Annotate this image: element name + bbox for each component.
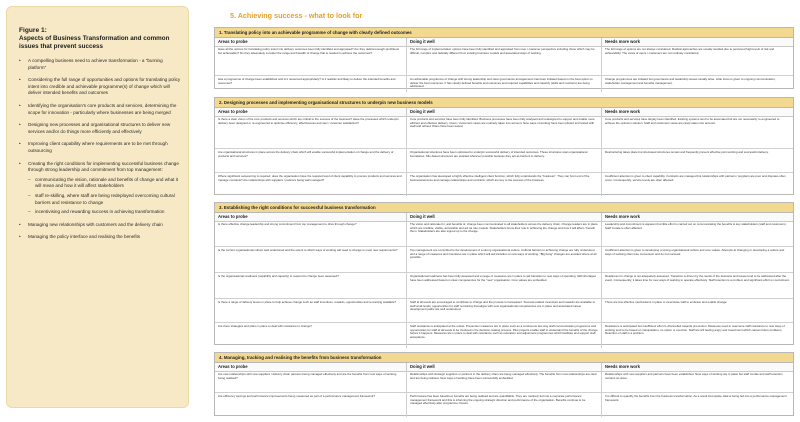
table-cell: Is there effective change leadership and strong commitment from top management to drive through change? bbox=[215, 221, 407, 247]
table-cell: Leadership and commitment is apparent but little effort is carried out on communicating the benefits to key stakeholders (staff and customers). Staff morale is often affected. bbox=[602, 221, 793, 247]
table-cell: Change programmes are initiated but governance and leadership issues usually arise. Little focus is given to ongoing communication, stakeholder management and benefits management. bbox=[605, 77, 776, 85]
table-cell: It is difficult to quantify the benefits from the business transformation. As a result incomplete data is being fed into a performance management framework. bbox=[605, 394, 787, 402]
bullet-text: Identifying the organisation's core products and services, determining the scope for innovation - particularly where businesses are being merged bbox=[28, 102, 177, 115]
section-1 bbox=[214, 27, 794, 89]
page-title: 5. Achieving success - what to look for bbox=[230, 11, 363, 20]
col-header-areas: Areas to probe bbox=[215, 363, 407, 372]
table-cell: The organisation has developed a highly effective intelligent client function, which fully understands the "business". They can front end of the business/services and manage relationships and contracts, which are key to the success of the business. bbox=[407, 173, 602, 196]
section-heading: 1. Translating policy into an achievable programme of change with clearly defined outcomes bbox=[215, 28, 793, 38]
section-heading: 4. Managing, tracking and realising the benefits from business transformation bbox=[215, 353, 793, 363]
col-header-needs-work: Needs more work bbox=[602, 213, 793, 222]
figure-title: Figure 1: bbox=[19, 27, 47, 34]
table-cell: Are efficiency savings and performance improvements being measured as part of a performance management framework? bbox=[215, 393, 407, 417]
sub-bullet-item: – communicating the vision, rationale and benefits of change and what it will mean and how it will affect stakeholders bbox=[28, 177, 182, 190]
bullet-item bbox=[19, 161, 182, 216]
table-cell: The vision and rationale for, and benefits of, change been communicated to all stakeholders across the delivery chain. Change leaders are in place which are credible, visible, accessible and act as role models. Stakeholders know their role in achieving the change and how it will affect / benefit them. Stakeholders are also signed up to the change. bbox=[407, 221, 602, 247]
bullet-item bbox=[19, 222, 182, 229]
bullet-text: Considering the full range of opportunities and options for translating policy intent into credible and achievable programme(s) of change which will deliver intended benefits and outcomes bbox=[28, 77, 181, 96]
table-cell: The full range of implementation options have been fully identified and appraised from user / customer perspective including those which may be difficult, complex and radically different from existing business models and associated ways of working. bbox=[407, 46, 602, 76]
table-cell: An achievable programme of change with strong leadership and clear governance arrangements has been initiated based on the best option to deliver the best outcomes. It has clearly defined benefits and outcomes and required capabilities and capacity (skills and numbers) are being addressed. bbox=[407, 76, 602, 92]
table-cell: Is there a range of delivery levers in place to help achieve change such as staff incentives, rewards, opportunities and re-training available? bbox=[215, 299, 407, 323]
table-cell: Where significant outsourcing is required, does the organisation have the required level of client capability to procure products and services and manage contracts? Are relationships with suppliers / partners being well managed? bbox=[215, 173, 407, 196]
sub-bullet-item: – incentivising and rewarding success in achieving transformation bbox=[28, 209, 182, 216]
table-cell: Have all the options for translating policy intent into delivery outcomes been fully identified and appraised? Are they radical enough (ambitious but achievable)? Do they adequately consider the range and breadth of change that is needed to achieve the outcomes? bbox=[215, 46, 407, 76]
table-cell: Readiness for change is not adequately assessed. Transition is driven by the needs of the business and issues tend to be addressed after the event. Consequently, it takes time for new ways of working to operate effectively. Staff retention is a problem and significant effort on recruitment. bbox=[602, 273, 793, 299]
bullet-text: Improving client capability where requirements are to be met through outsourcing bbox=[28, 141, 168, 153]
bullet-item bbox=[19, 141, 182, 154]
table-cell: Core products and services have been fully identified. Business processes have been fully analysed and redesigned to support and enable more efficient and effective delivery. Users / customers views are routinely taken into account. New ways of working have been piloted and tested with staff and refined. Plans have been tested. bbox=[407, 116, 602, 149]
bullet-item bbox=[19, 58, 182, 71]
section-2 bbox=[214, 97, 794, 195]
table-cell: Is the current organisational culture well understood and the extent to which ways of working will need to change to meet new requirements? bbox=[215, 247, 407, 273]
bullet-item bbox=[19, 103, 182, 116]
figure-panel bbox=[6, 6, 189, 408]
col-header-needs-work: Needs more work bbox=[602, 108, 793, 117]
bullet-text: A compelling business need to achieve transformation - a "burning platform" bbox=[28, 58, 163, 70]
bullet-item bbox=[19, 122, 182, 135]
col-header-doing-well: Doing it well bbox=[407, 108, 602, 117]
table-cell: Core products and services have largely been identified. Existing systems tend to be automated but are not necessarily re-engineered to achieve the optimum solution. Staff and customers views are rarely taken into account. bbox=[602, 116, 793, 149]
table-cell: Are organisational structures in place across the delivery chain which will enable successful implementation of change and the delivery of products and services? bbox=[215, 149, 407, 173]
table-cell: Resistance is anticipated but insufficient effort is channelled towards prevention. Measures used to overcome staff resistance to new ways of working tend to be based on manipulation, co-option or coercion. Staff are left feeling angry and resentment which causes future problems. Retention of staff is a problem. bbox=[605, 324, 785, 336]
table-cell: Relationships with strategic suppliers or partners in the delivery chain are being managed effectively. The benefits from new relationships are clear and are being realised. New ways of working have been successfully embedded. bbox=[407, 371, 602, 393]
bullet-item bbox=[19, 234, 182, 241]
table-cell: The full range of options are not always considered. Radical approaches are usually avoided due to perceived high levels of risk and achievability. The views of users / customers are not routinely considered. bbox=[602, 46, 793, 76]
bullet-text: Creating the right conditions for implementing successful business change through strong leadership and commitment from top management: bbox=[28, 160, 179, 173]
table-cell: Organisational structures have been optimised to underpin successful delivery of intended outcomes. These structures span organisational boundaries. Silo-based structures are avoided wherever possible because they act as barriers to delivery. bbox=[407, 149, 602, 173]
section-heading: 3. Establishing the right conditions for successful business transformation bbox=[215, 203, 793, 213]
table-cell: Insufficient attention is given to client capability. Contracts are managed but relationships with partners / suppliers are poor and disputes often occur. Consequently, service levels are often affected. bbox=[605, 174, 786, 182]
figure-bullets bbox=[19, 58, 182, 241]
col-header-doing-well: Doing it well bbox=[407, 38, 602, 47]
table-cell: Performance has been baselined, benefits are being realised and are quantifiable. They are routinely fed into a corporate performance management framework and this is informing the ongoing strategic direction and performance of the organisation. Benefits continue to be managed effectively after programme closure. bbox=[407, 393, 602, 417]
table-cell: Staff resistance is anticipated at the outset. Prevention measures are in place such as a continuous two-way staff communication programme and opportunities for staff at all levels to be involved in the decision-making process. Pilot projects enable staff to understand the benefits of the change before it happens. Measures are in place to deal with resistance such as relocation and adjustment programmes which facilitate and support staff acceptance. bbox=[407, 323, 602, 348]
table-cell: Is the organisational readiness (capability and capacity) to respond to change been assessed? bbox=[215, 273, 407, 299]
table-cell: Top management are committed to the development of a strong organisational culture. Cultural barriers to achieving change are fully understood and a range of measures and incentives are in place which will aid transition to new ways of working. "Big bang" changes are avoided where at all possible. bbox=[407, 247, 602, 273]
section-4 bbox=[214, 352, 794, 416]
sub-bullets bbox=[28, 177, 182, 216]
col-header-areas: Areas to probe bbox=[215, 38, 407, 47]
col-header-doing-well: Doing it well bbox=[407, 363, 602, 372]
table-cell: Is there a clear vision of the core products and services which are critical to the success of the business? Have the processes which underpin delivery been designed or re-engineered to optimise efficiency, effectiveness and user / customer satisfaction? bbox=[215, 116, 407, 149]
bullet-text: Managing the policy interface and realising the benefits bbox=[28, 234, 141, 240]
table-cell: There are few effective mechanisms in place to incentivise staff to embrace and enable change. bbox=[602, 299, 793, 323]
col-header-needs-work: Needs more work bbox=[602, 38, 793, 47]
sub-bullet-item: – staff re-skilling, where staff are being redeployed overcoming cultural barriers and resistance to change bbox=[28, 193, 182, 206]
bullet-text: Designing new processes and organisational structures to deliver new services and/or do things more efficiently and effectively bbox=[28, 122, 171, 134]
table-cell: Are there strategies and plans in place to deal with resistance to change? bbox=[215, 323, 407, 348]
table-cell: Insufficient attention is given to developing a strong organisational culture and core values. Attempts at changing or developing a culture and ways of working often lose momentum and do not succeed. bbox=[602, 247, 793, 273]
table-cell: Has a programme of change been established and is it resourced appropriately? Is it realistic and likely to deliver the intended benefits and outcomes? bbox=[215, 76, 407, 92]
table-cell: Are new relationships with new suppliers / delivery chain partners being managed effectively and are the benefits from new ways of working being realised? bbox=[215, 371, 407, 393]
table-cell: Staff at all levels are encouraged to contribute to change and the process is transparent. Success-related incentives and rewards are available to staff at all levels; opportunities for staff re-training that aligns with new organisational competencies are in place and associated career development paths are well understood. bbox=[407, 299, 602, 323]
col-header-areas: Areas to probe bbox=[215, 213, 407, 222]
table-cell: Relationships with new suppliers and partners have been established. New ways of working are in place but staff morale and staff retention remains an issue. bbox=[602, 371, 793, 393]
col-header-areas: Areas to probe bbox=[215, 108, 407, 117]
table-cell: Organisational readiness has been fully assessed and a range of measures are in place to aid transition to new ways of operating. Skill shortages have been addressed based on clear competencies for the "new" organisation. Core values are embedded. bbox=[407, 273, 602, 299]
figure-subtitle: Aspects of Business Transformation and common issues that prevent success bbox=[19, 35, 170, 50]
col-header-doing-well: Doing it well bbox=[407, 213, 602, 222]
bullet-item bbox=[19, 77, 182, 97]
bullet-text: Managing new relationships with customers and the delivery chain bbox=[28, 221, 163, 227]
col-header-needs-work: Needs more work bbox=[602, 363, 793, 372]
table-cell: Restructuring takes place but silo-based structures remain and frequently prevent effective joint working and successful delivery. bbox=[602, 149, 793, 173]
section-3 bbox=[214, 202, 794, 345]
section-heading: 2. Designing processes and implementing organisational structures to underpin new business models bbox=[215, 98, 793, 108]
